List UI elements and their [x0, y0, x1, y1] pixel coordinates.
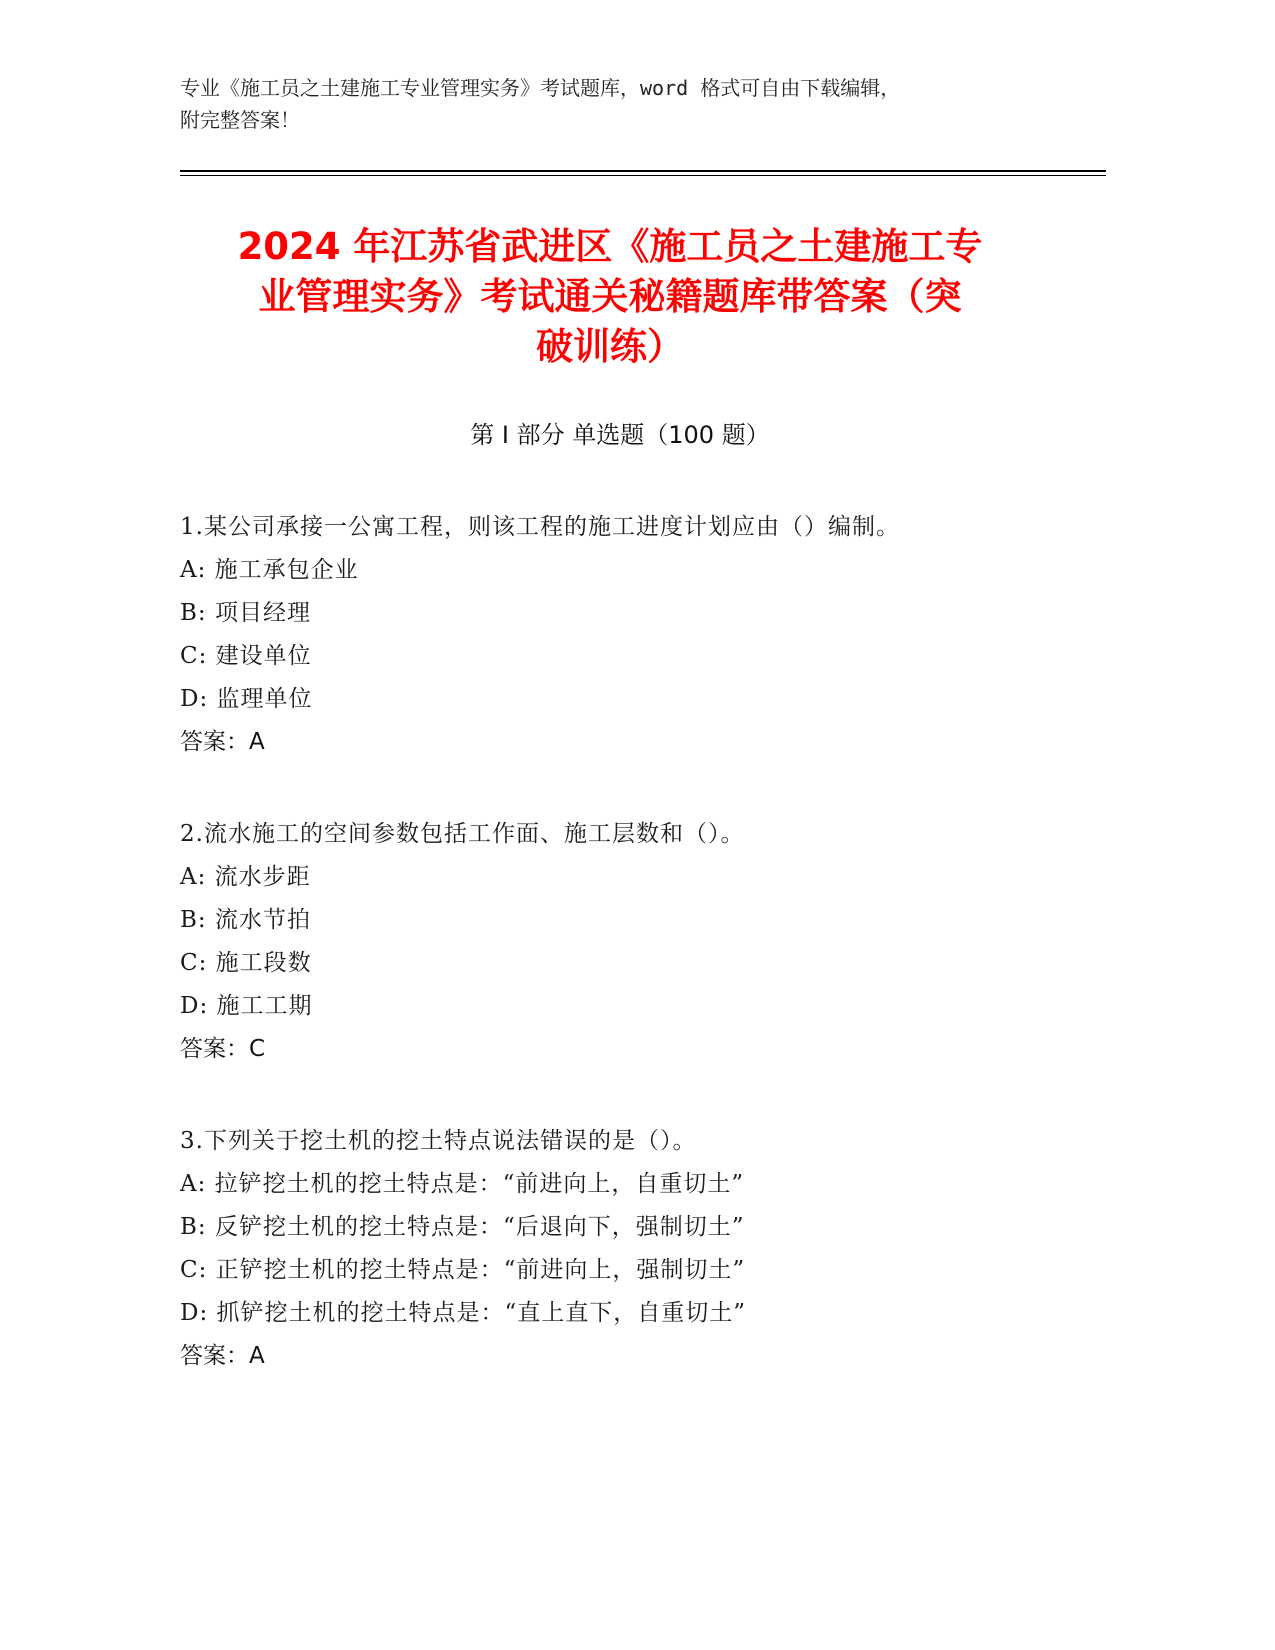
answer-line: 答案：A: [180, 729, 265, 755]
option-b: B: 项目经理: [180, 600, 311, 626]
document-title-line-1: 2024 年江苏省武进区《施工员之土建施工专: [237, 225, 983, 268]
document-title-line-2: 业管理实务》考试通关秘籍题库带答案（突: [258, 275, 962, 318]
option-a: A: 拉铲挖土机的挖土特点是：“前进向上，自重切土”: [180, 1171, 745, 1197]
header-note-line-2: 附完整答案！: [180, 108, 300, 132]
option-d: D: 监理单位: [180, 686, 313, 712]
answer-line: 答案：C: [180, 1036, 266, 1062]
document-title-line-3: 破训练）: [536, 325, 684, 368]
option-c: C: 正铲挖土机的挖土特点是：“前进向上，强制切土”: [180, 1257, 746, 1283]
header-divider-thick: [180, 170, 1106, 172]
section-heading: 第 I 部分 单选题（100 题）: [470, 421, 770, 449]
answer-line: 答案：A: [180, 1343, 265, 1369]
question-item: [180, 506, 1080, 764]
option-c: C: 施工段数: [180, 950, 312, 976]
header-note-line-1: 专业《施工员之土建施工专业管理实务》考试题库，word 格式可自由下载编辑，: [180, 76, 901, 100]
document-title: [170, 222, 1050, 372]
header-note: [180, 72, 1060, 136]
option-d: D: 抓铲挖土机的挖土特点是：“直上直下，自重切土”: [180, 1300, 747, 1326]
option-c: C: 建设单位: [180, 643, 312, 669]
question-stem: 3.下列关于挖土机的挖土特点说法错误的是（）。: [180, 1128, 697, 1154]
question-item: [180, 813, 1080, 1071]
option-b: B: 流水节拍: [180, 907, 311, 933]
option-d: D: 施工工期: [180, 993, 313, 1019]
option-a: A: 施工承包企业: [180, 557, 359, 583]
question-stem: 2.流水施工的空间参数包括工作面、施工层数和（）。: [180, 821, 745, 847]
option-b: B: 反铲挖土机的挖土特点是：“后退向下，强制切土”: [180, 1214, 745, 1240]
question-stem: 1.某公司承接一公寓工程，则该工程的施工进度计划应由（）编制。: [180, 514, 900, 540]
option-a: A: 流水步距: [180, 864, 311, 890]
question-item: [180, 1120, 1080, 1378]
question-list: [180, 506, 1080, 1427]
header-divider-thin: [180, 175, 1106, 176]
